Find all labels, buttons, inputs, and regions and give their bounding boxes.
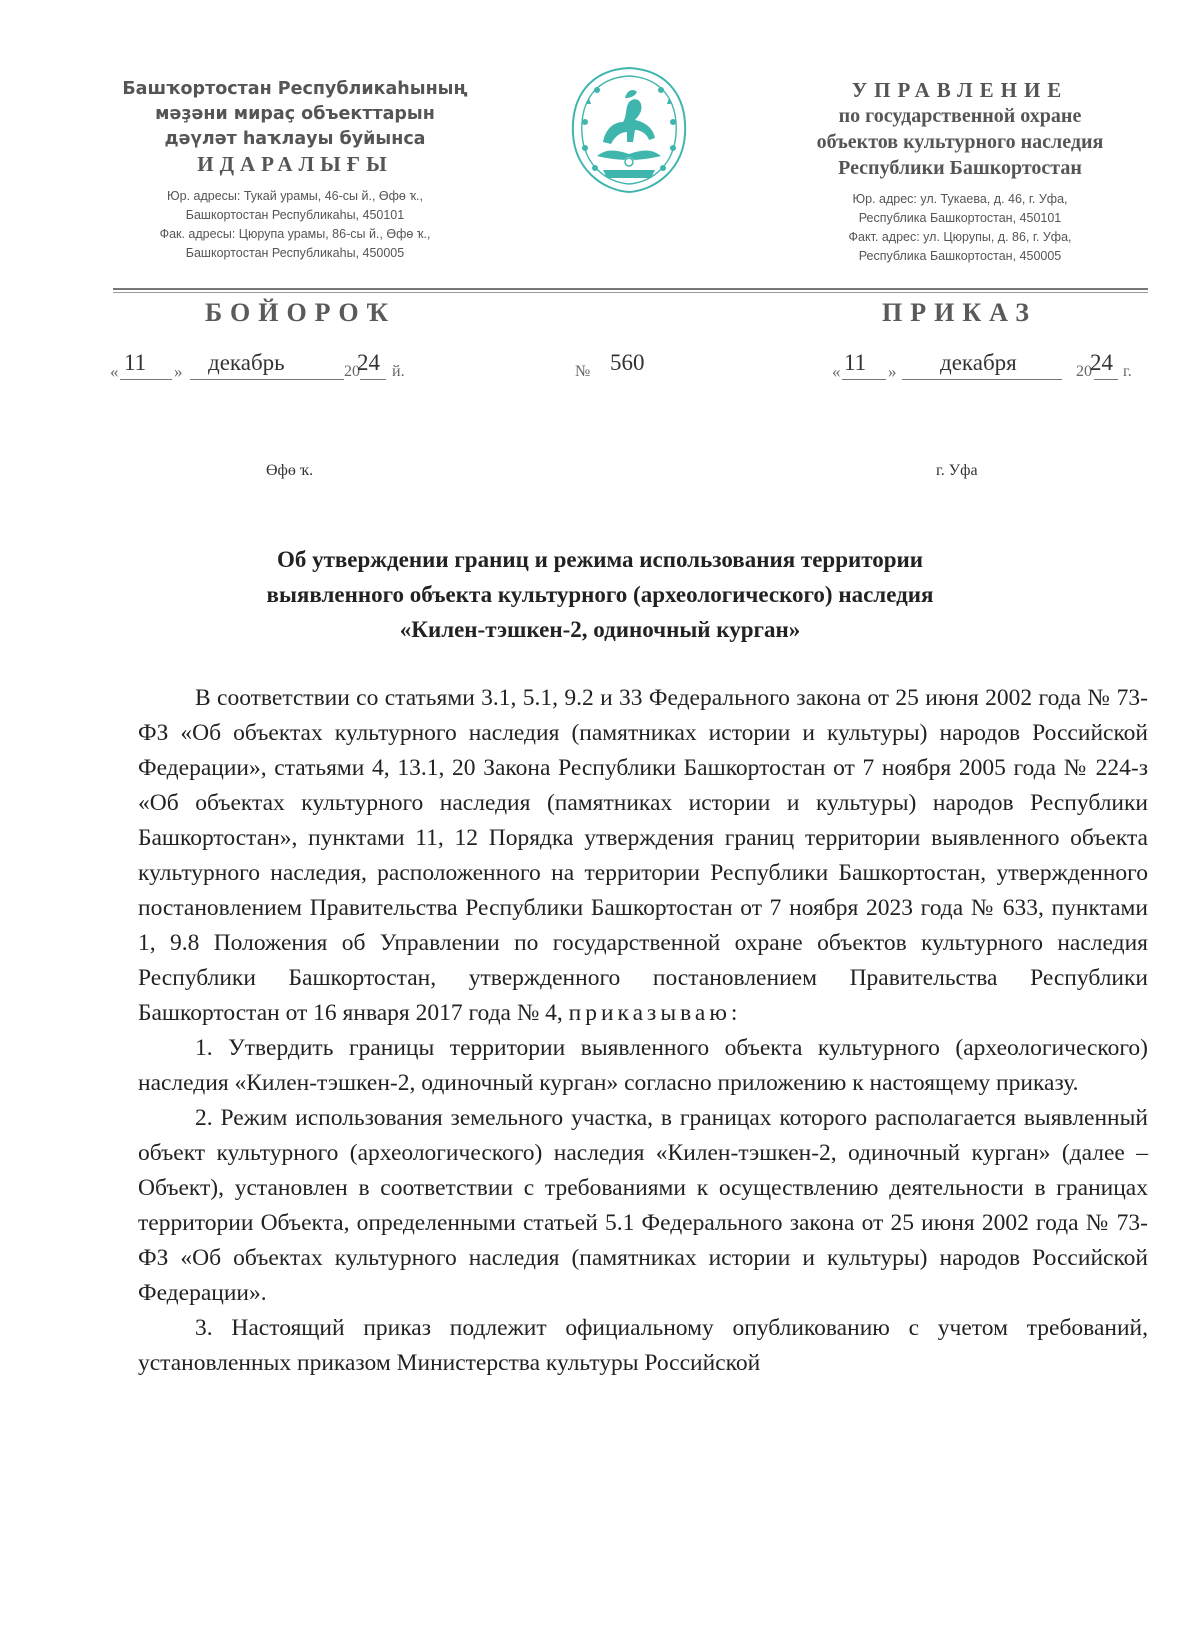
date-left-day-underline: [120, 379, 172, 380]
order-title-line3: «Килен-тэшкен-2, одиночный курган»: [399, 617, 801, 642]
place-ba: Өфө ҡ.: [266, 462, 314, 479]
date-right-day-underline: [842, 379, 886, 380]
date-right-month: декабря: [940, 350, 1017, 375]
order-number-value: 560: [610, 350, 645, 375]
org-name-ba-line4: ИДАРАЛЫҒЫ: [197, 152, 393, 176]
doc-type-ru: ПРИКАЗ: [882, 298, 1038, 327]
preamble-text: В соответствии со статьями 3.1, 5.1, 9.2 и 33 Федерального закона от 25 июня 2002 года № 73-ФЗ «Об объектах культурного наследия (памятниках истории и культуры) народов Российской Федерации», статьями 4, 13.1, 20 Закона Республики Башкортостан от 7 ноября 2005 года № 224-з «Об объектах культурного наследия (памятниках истории и культуры) народов Республики Башкортостан», пунктами 11, 12 Порядка утверждения границ территории выявленного объекта культурного наследия, расположенного на территории Республики Башкортостан, утвержденного постановлением Правительства Республики Башкортостан от 7 ноября 2023 года № 633, пунктами 1, 9.8 Положения об Управлении по государственной охране объектов культурного наследия Республики Башкортостан, утвержденного постановлением Правительства Республики Башкортостан от 16 января 2017 года № 4,: [138, 685, 1148, 1026]
address-ba-line3: Фак. адресы: Цюрупа урамы, 86-сы й., Өфө ҡ.,: [159, 227, 431, 241]
preamble-paragraph: [138, 681, 1148, 1031]
date-right-year-prefix: 20: [1076, 363, 1092, 380]
date-right-suffix: г.: [1123, 363, 1132, 380]
date-left-year-prefix: 20: [344, 363, 360, 380]
address-ba-line4: Башкортостан Республикаһы, 450005: [185, 246, 405, 260]
order-title: [150, 542, 1050, 647]
clause-1: 1. Утвердить границы территории выявленного объекта культурного (археологического) наследия «Килен-тэшкен-2, одиночный курган» согласно приложению к настоящему приказу.: [138, 1035, 1148, 1096]
address-ru-line4: Республика Башкортостан, 450005: [858, 249, 1062, 263]
date-right-open-quote: «: [832, 362, 841, 381]
org-name-ba-line3: дәүләт һаҡлауы буйынса: [164, 129, 426, 149]
clause-3: 3. Настоящий приказ подлежит официальному опубликованию с учетом требований, установленных приказом Министерства культуры Российской: [138, 1315, 1148, 1376]
order-body: [138, 681, 1148, 1381]
clause-2: 2. Режим использования земельного участка, в границах которого располагается выявленный объект культурного (археологического) наследия «Килен-тэшкен-2, одиночный курган» (далее – Объект), установлен в соответствии с требованиями к осуществлению деятельности в границах территории Объекта, определенными статьей 5.1 Федерального закона от 25 июня 2002 года № 73-ФЗ «Об объектах культурного наследия (памятниках истории и культуры) народов Российской Федерации».: [138, 1105, 1148, 1306]
order-word: приказываю:: [568, 1000, 742, 1026]
header-right-block: [760, 77, 1160, 266]
org-name-ru-line3: объектов культурного наследия: [816, 131, 1104, 153]
header-divider: [113, 288, 1148, 290]
address-ru-line3: Факт. адрес: ул. Цюрупы, д. 86, г. Уфа,: [848, 230, 1072, 244]
date-left-day: 11: [124, 350, 147, 375]
header-left-block: [105, 77, 485, 263]
date-right-year-underline: [1094, 379, 1118, 380]
date-right-close-quote: »: [888, 362, 897, 381]
order-number-label: №: [575, 363, 591, 380]
org-name-ru-line2: по государственной охране: [838, 105, 1082, 127]
date-left-month-underline: [190, 379, 344, 380]
date-right-month-underline: [902, 379, 1062, 380]
order-number: [575, 350, 695, 382]
org-name-ba-line2: мәҙәни мираҫ объекттарын: [155, 104, 435, 124]
address-ru-line2: Республика Башкортостан, 450101: [858, 211, 1062, 225]
order-title-line2: выявленного объекта культурного (археологического) наследия: [266, 582, 934, 607]
date-left-year-underline: [360, 379, 386, 380]
date-right-day: 11: [844, 350, 867, 375]
date-left-open-quote: «: [110, 362, 119, 381]
address-ru: [760, 190, 1160, 266]
date-left-suffix: й.: [392, 363, 405, 380]
org-name-ba-line1: Башҡортостан Республикаһының: [122, 79, 468, 99]
address-ba-line1: Юр. адресы: Тукай урамы, 46-сы й., Өфө ҡ.,: [167, 189, 423, 203]
date-left-close-quote: »: [174, 362, 183, 381]
address-ba: [105, 187, 485, 263]
date-right: [832, 350, 1152, 382]
org-name-ru-line4: Республики Башкортостан: [838, 157, 1082, 179]
org-name-ru-line1: УПРАВЛЕНИЕ: [851, 78, 1069, 102]
coat-of-arms-icon: [567, 64, 691, 196]
date-left-month: декабрь: [208, 350, 285, 375]
header-divider-thin: [113, 292, 1148, 293]
address-ba-line2: Башкортостан Республикаһы, 450101: [185, 208, 405, 222]
address-ru-line1: Юр. адрес: ул. Тукаева, д. 46, г. Уфа,: [852, 192, 1068, 206]
order-title-line1: Об утверждении границ и режима использования территории: [276, 547, 924, 572]
date-left-year: 24: [357, 350, 380, 375]
doc-type-ba: БОЙОРОҠ: [205, 298, 397, 327]
date-right-year: 24: [1090, 350, 1113, 375]
place-ru: г. Уфа: [936, 462, 978, 479]
date-left: [110, 350, 430, 382]
